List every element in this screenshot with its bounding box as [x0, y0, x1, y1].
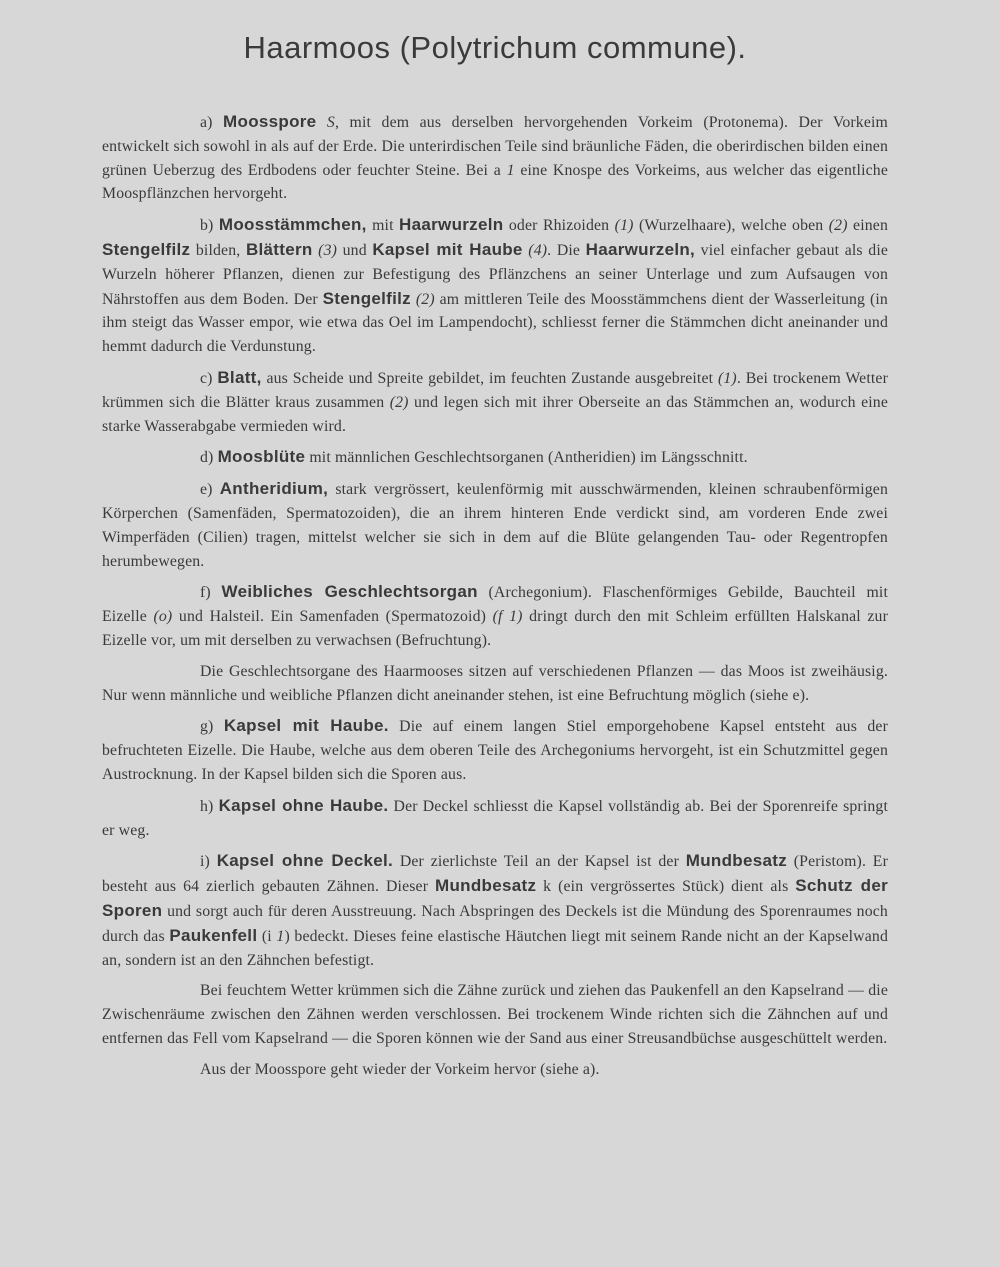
text-run: . Bei trockenem Wetter krümmen sich die Blätter kraus zusammen: [102, 369, 888, 411]
text-run: ) bedeckt. Dieses feine elastische Häutchen liegt mit seinem Rande nicht an der Kapselwand an, sondern ist an den Zähnchen befestigt.: [102, 927, 888, 969]
page-title: Haarmoos (Polytrichum commune).: [243, 30, 747, 65]
text-run: und Halsteil. Ein Samenfaden (Spermatozoid): [172, 608, 493, 626]
paragraph-h: [102, 794, 888, 843]
text-run: oder Rhizoiden: [503, 217, 615, 235]
text-run: b): [200, 217, 219, 235]
figure-reference: (4): [528, 241, 548, 259]
text-run: und legen sich mit ihrer Oberseite an das Stämmchen an, wodurch eine starke Wasserabgabe vermieden wird.: [102, 393, 888, 435]
text-run: eine Knospe des Vorkeims, aus welcher das eigentliche Moospflänzchen hervorgeht.: [102, 161, 888, 203]
text-run: h): [200, 797, 219, 815]
paragraph-f2: [102, 660, 888, 708]
text-run: Der zierlichste Teil an der Kapsel ist der: [393, 853, 686, 871]
paragraph-i: [102, 849, 888, 972]
text-run: . Die: [547, 241, 586, 259]
text-run: dringt durch den mit Schleim erfüllten Halskanal zur Eizelle vor, um mit derselben zu verwachsen (Befruchtung).: [102, 608, 888, 649]
text-run: Die Geschlechtsorgane des Haarmooses sitzen auf verschiedenen Pflanzen — das Moos ist zweihäusig. Nur wenn männliche und weibliche Pflanzen dicht aneinander stehen, ist eine Befruchtung möglich (siehe e).: [102, 662, 888, 704]
figure-reference: (3): [318, 241, 338, 259]
text-run: e): [200, 481, 220, 499]
paragraph-a: [102, 110, 888, 206]
text-run: Die auf einem langen Stiel emporgehobene Kapsel entsteht aus der befruchteten Eizelle. Die Haube, welche aus dem oberen Teile des Archegoniums hervorgeht, ist ein Schutzmittel gegen Austrocknung. In der Kapsel bilden sich die Sporen aus.: [102, 718, 888, 783]
paragraph-end: [102, 1058, 888, 1082]
figure-reference: S: [326, 114, 335, 131]
text-run: bilden,: [190, 241, 246, 259]
paragraph-e: [102, 477, 888, 573]
figure-reference: (2): [415, 290, 435, 308]
text-run: k (ein vergrössertes Stück) dient als: [536, 878, 796, 896]
paragraph-i2: [102, 979, 888, 1050]
bold-term: Mundbesatz: [685, 851, 787, 871]
bold-term: Kapsel mit Haube.: [223, 716, 389, 736]
text-run: Aus der Moosspore geht wieder der Vorkeim hervor (siehe a).: [200, 1060, 600, 1078]
figure-reference: (o): [153, 608, 173, 626]
text-run: (Archegonium). Flaschenförmiges Gebilde, Bauchteil mit Eizelle: [102, 584, 888, 626]
text-run: , mit dem aus derselben hervorgehenden Vorkeim (Protonema). Der Vorkeim entwickelt sich sowohl in als auf der Erde. Die unterirdischen Teile sind bräunliche Fäden, die oberirdischen bilden einen grünen Ueberzug des Erdbodens oder feuchter Steine. Bei a: [102, 114, 888, 179]
bold-term: Blättern: [245, 239, 313, 259]
bold-term: Mundbesatz: [435, 876, 537, 896]
text-run: mit männlichen Geschlechtsorganen (Antheridien) im Längsschnitt.: [305, 449, 748, 467]
bold-term: Moosblüte: [217, 447, 306, 467]
bold-term: Antheridium,: [219, 479, 329, 499]
paragraph-f: [102, 580, 888, 652]
text-run: (Peristom). Er besteht aus 64 zierlich gebauten Zähnen. Dieser: [102, 853, 889, 896]
bold-term: Kapsel ohne Deckel.: [216, 851, 394, 871]
bold-term: Kapsel mit Haube: [372, 239, 523, 259]
text-run: g): [200, 718, 224, 736]
text-run: i): [200, 853, 217, 871]
text-run: am mittleren Teile des Moosstämmchens dient der Wasserleitung (in ihm steigt das Wasser empor, wie etwa das Oel im Lampendocht), schliesst ferner die Stämmchen dicht aneinander und hemmt dadurch die Verdunstung.: [102, 290, 888, 356]
text-run: f): [200, 584, 222, 602]
text-run: Bei feuchtem Wetter krümmen sich die Zähne zurück und ziehen das Paukenfell an den Kapselrand — die Zwischenräume zwischen den Zähnen werden verschlossen. Bei trockenem Winde richten sich die Zähnchen auf und entfernen das Fell vom Kapselrand — die Sporen können wie der Sand aus einer Streusandbüchse ausgeschüttelt werden.: [102, 982, 888, 1047]
text-run: d): [200, 449, 218, 467]
text-run: (i: [257, 927, 277, 945]
bold-term: Stengelfilz: [102, 239, 191, 259]
text-run: und sorgt auch für deren Ausstreuung. Nach Abspringen des Deckels ist die Mündung des Sporenraumes noch durch das: [102, 902, 888, 945]
text-run: aus Scheide und Spreite gebildet, im feuchten Zustande ausgebreitet: [261, 369, 718, 387]
bold-term: Haarwurzeln,: [585, 239, 696, 259]
text-run: c): [200, 369, 218, 387]
text-run: [316, 114, 326, 131]
figure-reference: 1: [276, 927, 285, 945]
text-run: stark vergrössert, keulenförmig mit ausschwärmenden, kleinen schraubenförmigen Körperchen (Samenfäden, Spermatozoiden), die an ihrem hinteren Ende verdickt sind, am vorderen Ende zwei Wimperfäden (Cilien) tragen, mittelst welcher sie sich in dem auf die Blüte gelangenden Tau- oder Regentropfen herumbewegen.: [102, 481, 888, 570]
text-run: mit: [366, 217, 400, 235]
text-run: (Wurzelhaare), welche oben: [633, 217, 829, 235]
bold-term: Moosstämmchen,: [218, 215, 367, 235]
paragraph-c: [102, 366, 888, 438]
text-run: viel einfacher gebaut als die Wurzeln höherer Pflanzen, dienen zur Befestigung des Pflänzchens an seiner Unterlage und zum Aufsaugen von Nährstoffen aus dem Boden. Der: [102, 241, 889, 308]
figure-reference: (2): [389, 393, 409, 411]
text-run: Der Deckel schliesst die Kapsel vollständig ab. Bei der Sporenreife springt er weg.: [102, 797, 888, 839]
body-text: [102, 110, 888, 1081]
bold-term: Schutz der Sporen: [102, 876, 888, 920]
bold-term: Blatt,: [217, 367, 262, 387]
paragraph-d: [102, 445, 888, 470]
figure-reference: (2): [828, 217, 848, 235]
paragraph-b: [102, 213, 888, 359]
text-run: einen: [847, 217, 889, 235]
figure-reference: (1): [614, 217, 634, 235]
figure-reference: (f 1): [492, 608, 523, 626]
bold-term: Kapsel ohne Haube.: [218, 795, 389, 815]
text-run: und: [337, 241, 373, 259]
bold-term: Weibliches Geschlechtsorgan: [221, 582, 478, 602]
bold-term: Paukenfell: [169, 925, 258, 945]
bold-term: Haarwurzeln: [399, 215, 504, 235]
text-run: a): [200, 114, 224, 131]
bold-term: Stengelfilz: [322, 288, 411, 308]
figure-reference: 1: [506, 161, 515, 179]
bold-term: Moosspore: [223, 112, 317, 131]
figure-reference: (1): [717, 369, 737, 387]
paragraph-g: [102, 714, 888, 786]
